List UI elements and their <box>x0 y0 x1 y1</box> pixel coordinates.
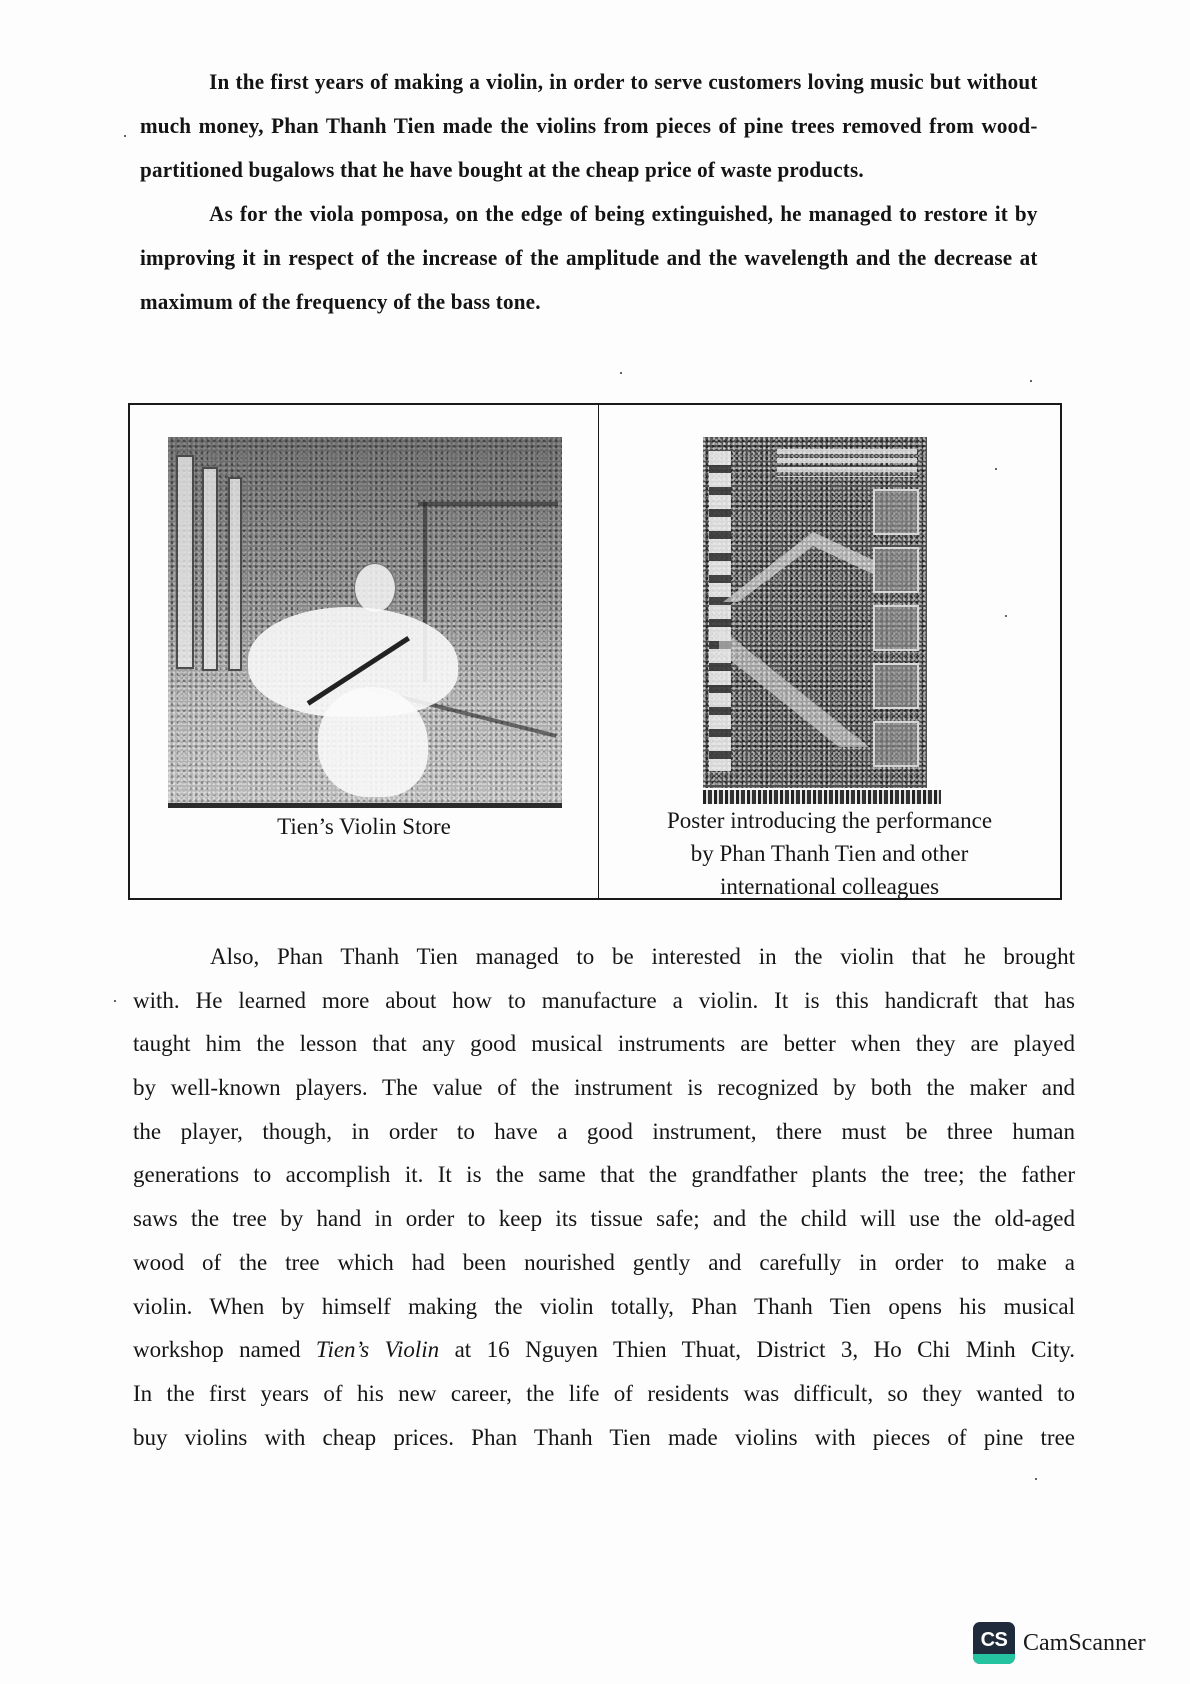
scan-speck <box>1005 615 1007 617</box>
scan-speck <box>1030 380 1032 382</box>
body-line: wood of the tree which had been nourished gently and carefully in order to make a <box>133 1249 1075 1275</box>
body-line: Also, Phan Thanh Tien managed to be interested in the violin that he brought <box>210 944 1075 969</box>
caption-poster: Poster introducing the performance by Phan Thanh Tien and other international colleagues <box>666 808 993 899</box>
scan-speck <box>620 372 622 374</box>
figure-table <box>128 403 1062 900</box>
paragraph-viola-pomposa: As for the viola pomposa, on the edge of being extinguished, he managed to restore it by improving it in respect of the increase of the amplitude and the wavelength and the decrease at maximum of the frequency of the bass tone. <box>140 201 1038 314</box>
body-line: saws the tree by hand in order to keep its tissue safe; and the child will use the old-aged <box>133 1206 1075 1232</box>
body-line: the player, though, in order to have a good instrument, there must be three human <box>133 1118 1075 1144</box>
paragraph-first-years: In the first years of making a violin, in order to serve customers loving music but without much money, Phan Thanh Tien made the violins from pieces of pine trees removed from wood-partitioned bugalows that he have bought at the cheap price of waste products. <box>140 69 1038 182</box>
scan-speck <box>114 1000 116 1002</box>
body-paragraph <box>133 935 1075 1459</box>
body-line: In the first years of his new career, the life of residents was difficult, so they wanted to <box>133 1380 1075 1406</box>
scan-speck <box>995 468 997 470</box>
camscanner-label: CamScanner <box>1023 1629 1146 1656</box>
body-line: buy violins with cheap prices. Phan Thanh Tien made violins with pieces of pine tree <box>133 1424 1075 1450</box>
violin-store-photo <box>168 437 562 808</box>
body-line: violin. When by himself making the violin totally, Phan Thanh Tien opens his musical <box>133 1293 1075 1319</box>
body-line-workshop: workshop named Tien’s Violin at 16 Nguyen Thien Thuat, District 3, Ho Chi Minh City. <box>133 1337 1075 1363</box>
scan-speck <box>1035 1478 1037 1480</box>
body-line: generations to accomplish it. It is the same that the grandfather plants the tree; the father <box>133 1162 1075 1188</box>
intro-section <box>140 60 1038 324</box>
figure-cell-violin-store <box>130 405 599 898</box>
scan-speck <box>124 135 126 137</box>
caption-violin-store: Tien’s Violin Store <box>277 814 451 839</box>
workshop-name: Tien’s Violin <box>315 1337 440 1363</box>
body-line: with. He learned more about how to manufacture a violin. It is this handicraft that has <box>133 987 1075 1013</box>
figure-cell-poster <box>599 405 1060 898</box>
camscanner-logo-icon: CS <box>973 1622 1015 1664</box>
camscanner-watermark <box>973 1622 1146 1664</box>
body-line: by well-known players. The value of the instrument is recognized by both the maker and <box>133 1075 1075 1101</box>
performance-poster <box>703 437 927 788</box>
body-line: taught him the lesson that any good musical instruments are better when they are played <box>133 1031 1075 1057</box>
